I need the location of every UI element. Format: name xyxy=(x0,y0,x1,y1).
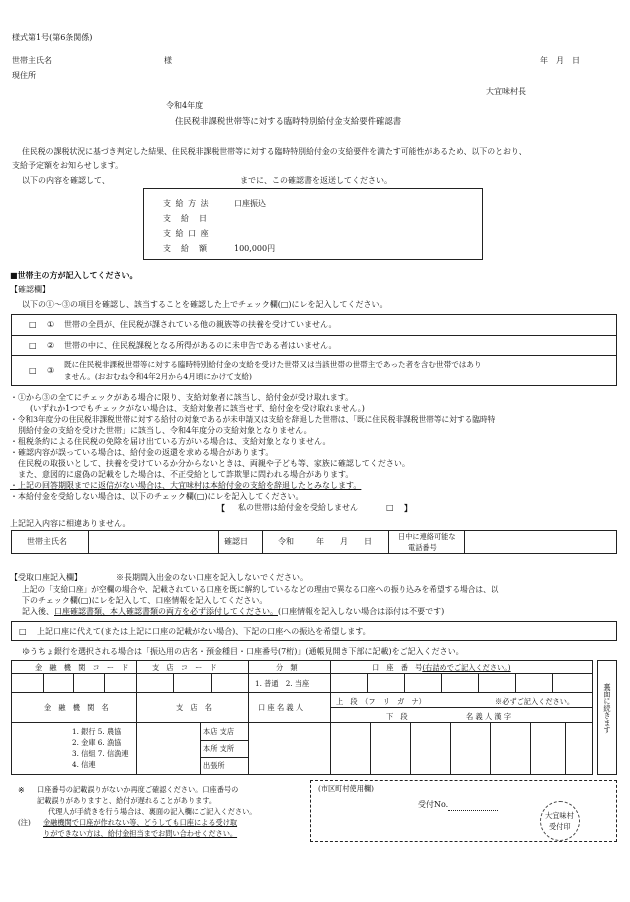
continued-on-back-label: 裏面に続きます xyxy=(603,683,612,734)
bank-type-4[interactable]: 4. 信連 xyxy=(72,760,96,769)
item-3-number: ③ xyxy=(47,366,55,375)
account-holder-header: 口 座 名 義 人 xyxy=(258,703,304,712)
branch-code-header: 支 店 コ ー ド xyxy=(152,663,217,672)
era-label: 令和 xyxy=(278,537,294,546)
bank-type-1[interactable]: 1. 銀行 5. 農協 xyxy=(72,727,122,736)
account-heading: 【受取口座記入欄】 xyxy=(10,573,82,582)
ymd-label: 年 月 日 xyxy=(316,537,372,546)
note-2b: 別給付金の支給を受けた世帯」に該当し、令和4年度分の支給対象となりません。 xyxy=(18,426,312,435)
fiscal-year: 令和4年度 xyxy=(166,101,204,110)
branch-type-2[interactable]: 本所 支所 xyxy=(203,744,235,753)
item-2-text: 世帯の中に、住民税課税となる所得があるのに未申告である者はいません。 xyxy=(64,341,337,350)
bank-type-2[interactable]: 2. 金庫 6. 漁協 xyxy=(72,738,122,747)
account-number-header: 口 座 番 号(右詰めでご記入ください。) xyxy=(372,663,511,672)
agree-text: 上記記入内容に相違ありません。 xyxy=(10,519,131,528)
mayor-label: 大宜味村長 xyxy=(486,87,526,96)
note-2a: ・令和3年度分の住民税非課税世帯に対する給付の対象であるが未申請又は支給を辞退した世帯は、「既に住民税非課税世帯等に対する臨時特 xyxy=(10,415,496,424)
holder-kanji-label: 名 義 人 漢 字 xyxy=(466,712,512,721)
receipt-no-label: 受付No. xyxy=(418,800,449,809)
holder-lower-label: 下 段 xyxy=(386,712,408,721)
bank-name-header: 金 融 機 関 名 xyxy=(44,703,109,712)
confirm-heading: 【確認欄】 xyxy=(10,285,50,294)
page-title: 住民税非課税世帯等に対する臨時特別給付金支給要件確認書 xyxy=(175,116,402,126)
bank-code-header: 金 融 機 関 コ ー ド xyxy=(35,663,129,672)
alt-account-text: 上記口座に代えて(または上記に口座の記載がない場合)、下記の口座への振込を希望します。 xyxy=(37,627,371,636)
check-item-1[interactable]: □ xyxy=(29,320,37,329)
branch-name-header: 支 店 名 xyxy=(176,703,212,712)
agree-name-label: 世帯主氏名 xyxy=(27,537,67,546)
alt-account-check[interactable]: □ xyxy=(19,627,27,636)
decline-text: 私の世帯は給付金を受給しません xyxy=(238,503,358,512)
payment-amount-value: 100,000円 xyxy=(234,244,276,253)
date-field: 年 月 日 xyxy=(540,56,580,65)
note-4a: ・確認内容が誤っている場合は、給付金の返還を求める場合があります。 xyxy=(10,448,274,457)
office-use-label: (市区町村使用欄) xyxy=(318,784,374,793)
phone-label-2: 電話番号 xyxy=(408,543,437,552)
branch-type-1[interactable]: 本店 支店 xyxy=(203,727,235,736)
address-label: 現住所 xyxy=(12,71,36,80)
sama-label: 様 xyxy=(164,56,172,65)
note-4c: また、意図的に虚偽の記載をした場合は、不正受給として詐欺罪に問われる場合があります。 xyxy=(18,470,354,479)
payment-account-label: 支 給 口 座 xyxy=(163,229,210,238)
item-1-number: ① xyxy=(47,320,55,329)
note-1b: (いずれか1つでもチェックがない場合は、支給対象者に該当せず、給付金を受け取れません。) xyxy=(30,404,365,413)
account-paragraph-2: 記入後、口座確認書類、本人確認書類の両方を必ず添付してください。(口座情報を記入しない場合は添付は不要です) xyxy=(22,607,445,616)
account-heading-note: ※長期間入出金のない口座を記入しないでください。 xyxy=(116,573,308,582)
agree-table xyxy=(11,530,617,554)
account-paragraph-1a: 上記の「支給口座」が空欄の場合や、記載されている口座を既に解約しているなどの理由で異なる口座への振り込みを希望する場合は、以 xyxy=(22,585,499,594)
intro-line3b: までに、この確認書を返送してください。 xyxy=(240,176,392,185)
confirm-date-label: 確認日 xyxy=(224,537,248,546)
householder-name-label: 世帯主氏名 xyxy=(12,56,52,65)
item-3-text-1: 既に住民税非課税世帯等に対する臨時特別給付金の支給を受けた世帯又は当該世帯の世帯主であった者を含む世帯ではあり xyxy=(64,360,482,369)
phone-label-1: 日中に連絡可能な xyxy=(398,532,456,541)
decline-open-bracket: 【 xyxy=(217,503,225,513)
footer-note-2: 記載誤りがありますと、給付が遅れることがあります。 xyxy=(37,796,217,805)
payment-method-value: 口座振込 xyxy=(234,199,266,208)
account-paragraph-1b: 下のチェック欄(□)にレを記入して、口座情報を記入してください。 xyxy=(22,596,268,605)
intro-line3a: 以下の内容を確認して、 xyxy=(22,176,110,185)
stamp-text-1: 大宜味村 xyxy=(545,811,574,820)
holder-upper-note: ※必ずご記入ください。 xyxy=(495,697,575,706)
note-6: ・本給付金を受給しない場合は、以下のチェック欄(□)にレを記入してください。 xyxy=(10,492,304,501)
intro-line1: 住民税の課税状況に基づき判定した結果、住民税非課税世帯等に対する臨時特別給付金の支給要件を満たす可能性があるため、以下のとおり、 xyxy=(22,147,527,156)
payment-date-label: 支 給 日 xyxy=(163,214,208,223)
item-2-number: ② xyxy=(47,341,55,350)
decline-check[interactable]: □ xyxy=(386,503,394,512)
decline-close-bracket: 】 xyxy=(404,503,412,513)
yucho-note: ゆうちょ銀行を選択される場合は「振込用の店名・預金種目・口座番号(7桁)」(通帳見開き下部に記載)をご記入ください。 xyxy=(22,647,464,656)
item-1-text: 世帯の全員が、住民税が課されている他の親族等の扶養を受けていません。 xyxy=(64,320,337,329)
bank-type-3[interactable]: 3. 信組 7. 信漁連 xyxy=(72,749,129,758)
confirm-instruction: 以下の①～③の項目を確認し、該当することを確認した上でチェック欄(□)にレを記入してください。 xyxy=(22,300,388,309)
check-item-3[interactable]: □ xyxy=(29,366,37,375)
note-4b: 住民税の取扱いとして、扶養を受けているか分からないときは、両親や子ども等、家族に確認してください。 xyxy=(18,459,410,468)
holder-upper-label: 上 段 （フ リ ガ ナ） xyxy=(336,697,426,706)
check-item-2[interactable]: □ xyxy=(29,341,37,350)
stamp-text-2: 受付印 xyxy=(549,822,571,831)
account-type-options[interactable]: 1. 普通 2. 当座 xyxy=(255,679,310,688)
footer-note-3: 代理人が手続きを行う場合は、裏面の記入欄にご記入ください。 xyxy=(48,807,257,816)
note-1a: ・①から③の全てにチェックがある場合に限り、支給対象者に該当し、給付金が受け取れます。 xyxy=(10,393,354,402)
form-number: 様式第1号(第6条関係) xyxy=(12,33,93,42)
item-3-text-2: ません。(おおむね令和4年2月から4月頃にかけて支給) xyxy=(64,372,252,381)
householder-section-heading: ■世帯主の方が記入してください。 xyxy=(10,270,138,280)
footer-caution-2: りができない方は、給付金担当までお問い合わせください。 xyxy=(43,829,238,838)
account-type-header: 分 類 xyxy=(276,663,298,672)
payment-method-label: 支 給 方 法 xyxy=(163,199,210,208)
note-3: ・租税条約による住民税の免除を届け出ている方がいる場合は、支給対象となりません。 xyxy=(10,437,331,446)
footer-note-1: 口座番号の記載誤りがないか再度ご確認ください。口座番号の xyxy=(37,785,239,794)
receipt-stamp-circle xyxy=(540,801,580,841)
branch-type-3[interactable]: 出張所 xyxy=(203,761,225,770)
intro-line2: 支給予定額をお知らせします。 xyxy=(12,161,124,170)
payment-amount-label: 支 給 額 xyxy=(163,244,208,253)
footer-caution-1: 金融機関で口座が作れない等、どうしても口座による受け取 xyxy=(43,818,238,827)
footer-star: ※ xyxy=(18,786,25,795)
note-5: ・上記の回答期限までに返信がない場合は、大宜味村は本給付金の支給を辞退したとみなします。 xyxy=(10,481,362,490)
footer-caution-label: (注) xyxy=(18,818,31,827)
